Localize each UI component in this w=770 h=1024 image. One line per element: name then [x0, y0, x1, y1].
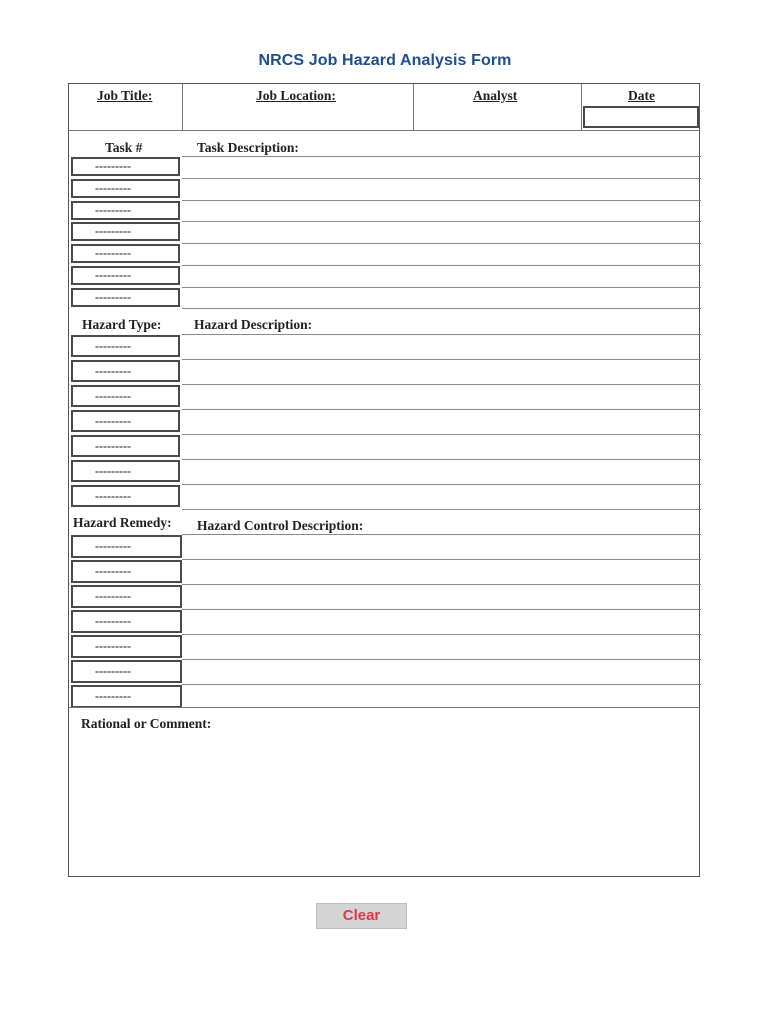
hazard-type-field[interactable]: --------- — [71, 385, 180, 407]
form-title: NRCS Job Hazard Analysis Form — [258, 52, 512, 69]
comment-top-line — [69, 707, 699, 708]
hazard-type-label: Hazard Type: — [82, 317, 162, 332]
hazard-type-field[interactable]: --------- — [71, 485, 180, 507]
task-number-field[interactable]: --------- — [71, 179, 180, 198]
header-divider — [182, 84, 183, 130]
hazard-type-field[interactable]: --------- — [71, 410, 180, 432]
form-row-line — [182, 287, 701, 288]
form-row-line — [182, 484, 701, 485]
form-row-line — [182, 243, 701, 244]
hazard-type-field[interactable]: --------- — [71, 435, 180, 457]
hazard-remedy-field[interactable]: --------- — [71, 535, 182, 558]
task-number-field[interactable]: --------- — [71, 201, 180, 220]
date-field[interactable] — [583, 106, 699, 128]
hazard-type-field[interactable]: --------- — [71, 335, 180, 357]
hazard-remedy-field[interactable]: --------- — [71, 685, 182, 708]
form-row-line — [182, 434, 701, 435]
hazard-type-field[interactable]: --------- — [71, 360, 180, 382]
form-row-line — [182, 221, 701, 222]
task-number-field[interactable]: --------- — [71, 266, 180, 285]
form-row-line — [182, 200, 701, 201]
form-row-line — [182, 659, 701, 660]
form-row-line — [182, 384, 701, 385]
date-label: Date — [628, 88, 655, 103]
comment-label: Rational or Comment: — [81, 716, 212, 731]
form-row-line — [182, 178, 701, 179]
form-row-line — [182, 534, 701, 535]
form-row-line — [182, 684, 701, 685]
form-row-line — [182, 359, 701, 360]
clear-button[interactable]: Clear — [316, 903, 407, 929]
form-row-line — [182, 409, 701, 410]
comment-field[interactable] — [81, 736, 687, 871]
hazard-remedy-field[interactable]: --------- — [71, 635, 182, 658]
hazard-remedy-label: Hazard Remedy: — [73, 515, 172, 530]
hazard-remedy-field[interactable]: --------- — [71, 560, 182, 583]
task-description-label: Task Description: — [197, 140, 299, 155]
hazard-type-field[interactable]: --------- — [71, 460, 180, 482]
task-number-field[interactable]: --------- — [71, 244, 180, 263]
form-row-line — [182, 634, 701, 635]
job-title-label: Job Title: — [97, 88, 153, 103]
form-row-line — [182, 609, 701, 610]
task-number-field[interactable]: --------- — [71, 157, 180, 176]
form-row-line — [182, 559, 701, 560]
header-divider — [581, 84, 582, 130]
hazard-description-label: Hazard Description: — [194, 317, 313, 332]
form-row-line — [182, 265, 701, 266]
form-row-line — [182, 509, 701, 510]
form-row-line — [182, 584, 701, 585]
hazard-remedy-field[interactable]: --------- — [71, 660, 182, 683]
form-row-line — [182, 459, 701, 460]
hazard-remedy-field[interactable]: --------- — [71, 585, 182, 608]
analyst-label: Analyst — [473, 88, 518, 103]
task-number-field[interactable]: --------- — [71, 288, 180, 307]
form-row-line — [182, 334, 701, 335]
job-hazard-form — [68, 83, 700, 877]
hazard-remedy-field[interactable]: --------- — [71, 610, 182, 633]
header-divider — [413, 84, 414, 130]
task-number-field[interactable]: --------- — [71, 222, 180, 241]
form-row-line — [182, 156, 701, 157]
header-bottom-line — [69, 130, 699, 131]
job-location-label: Job Location: — [256, 88, 336, 103]
hazard-control-description-label: Hazard Control Description: — [197, 518, 364, 533]
form-row-line — [182, 308, 701, 309]
task-number-label: Task # — [105, 140, 143, 155]
